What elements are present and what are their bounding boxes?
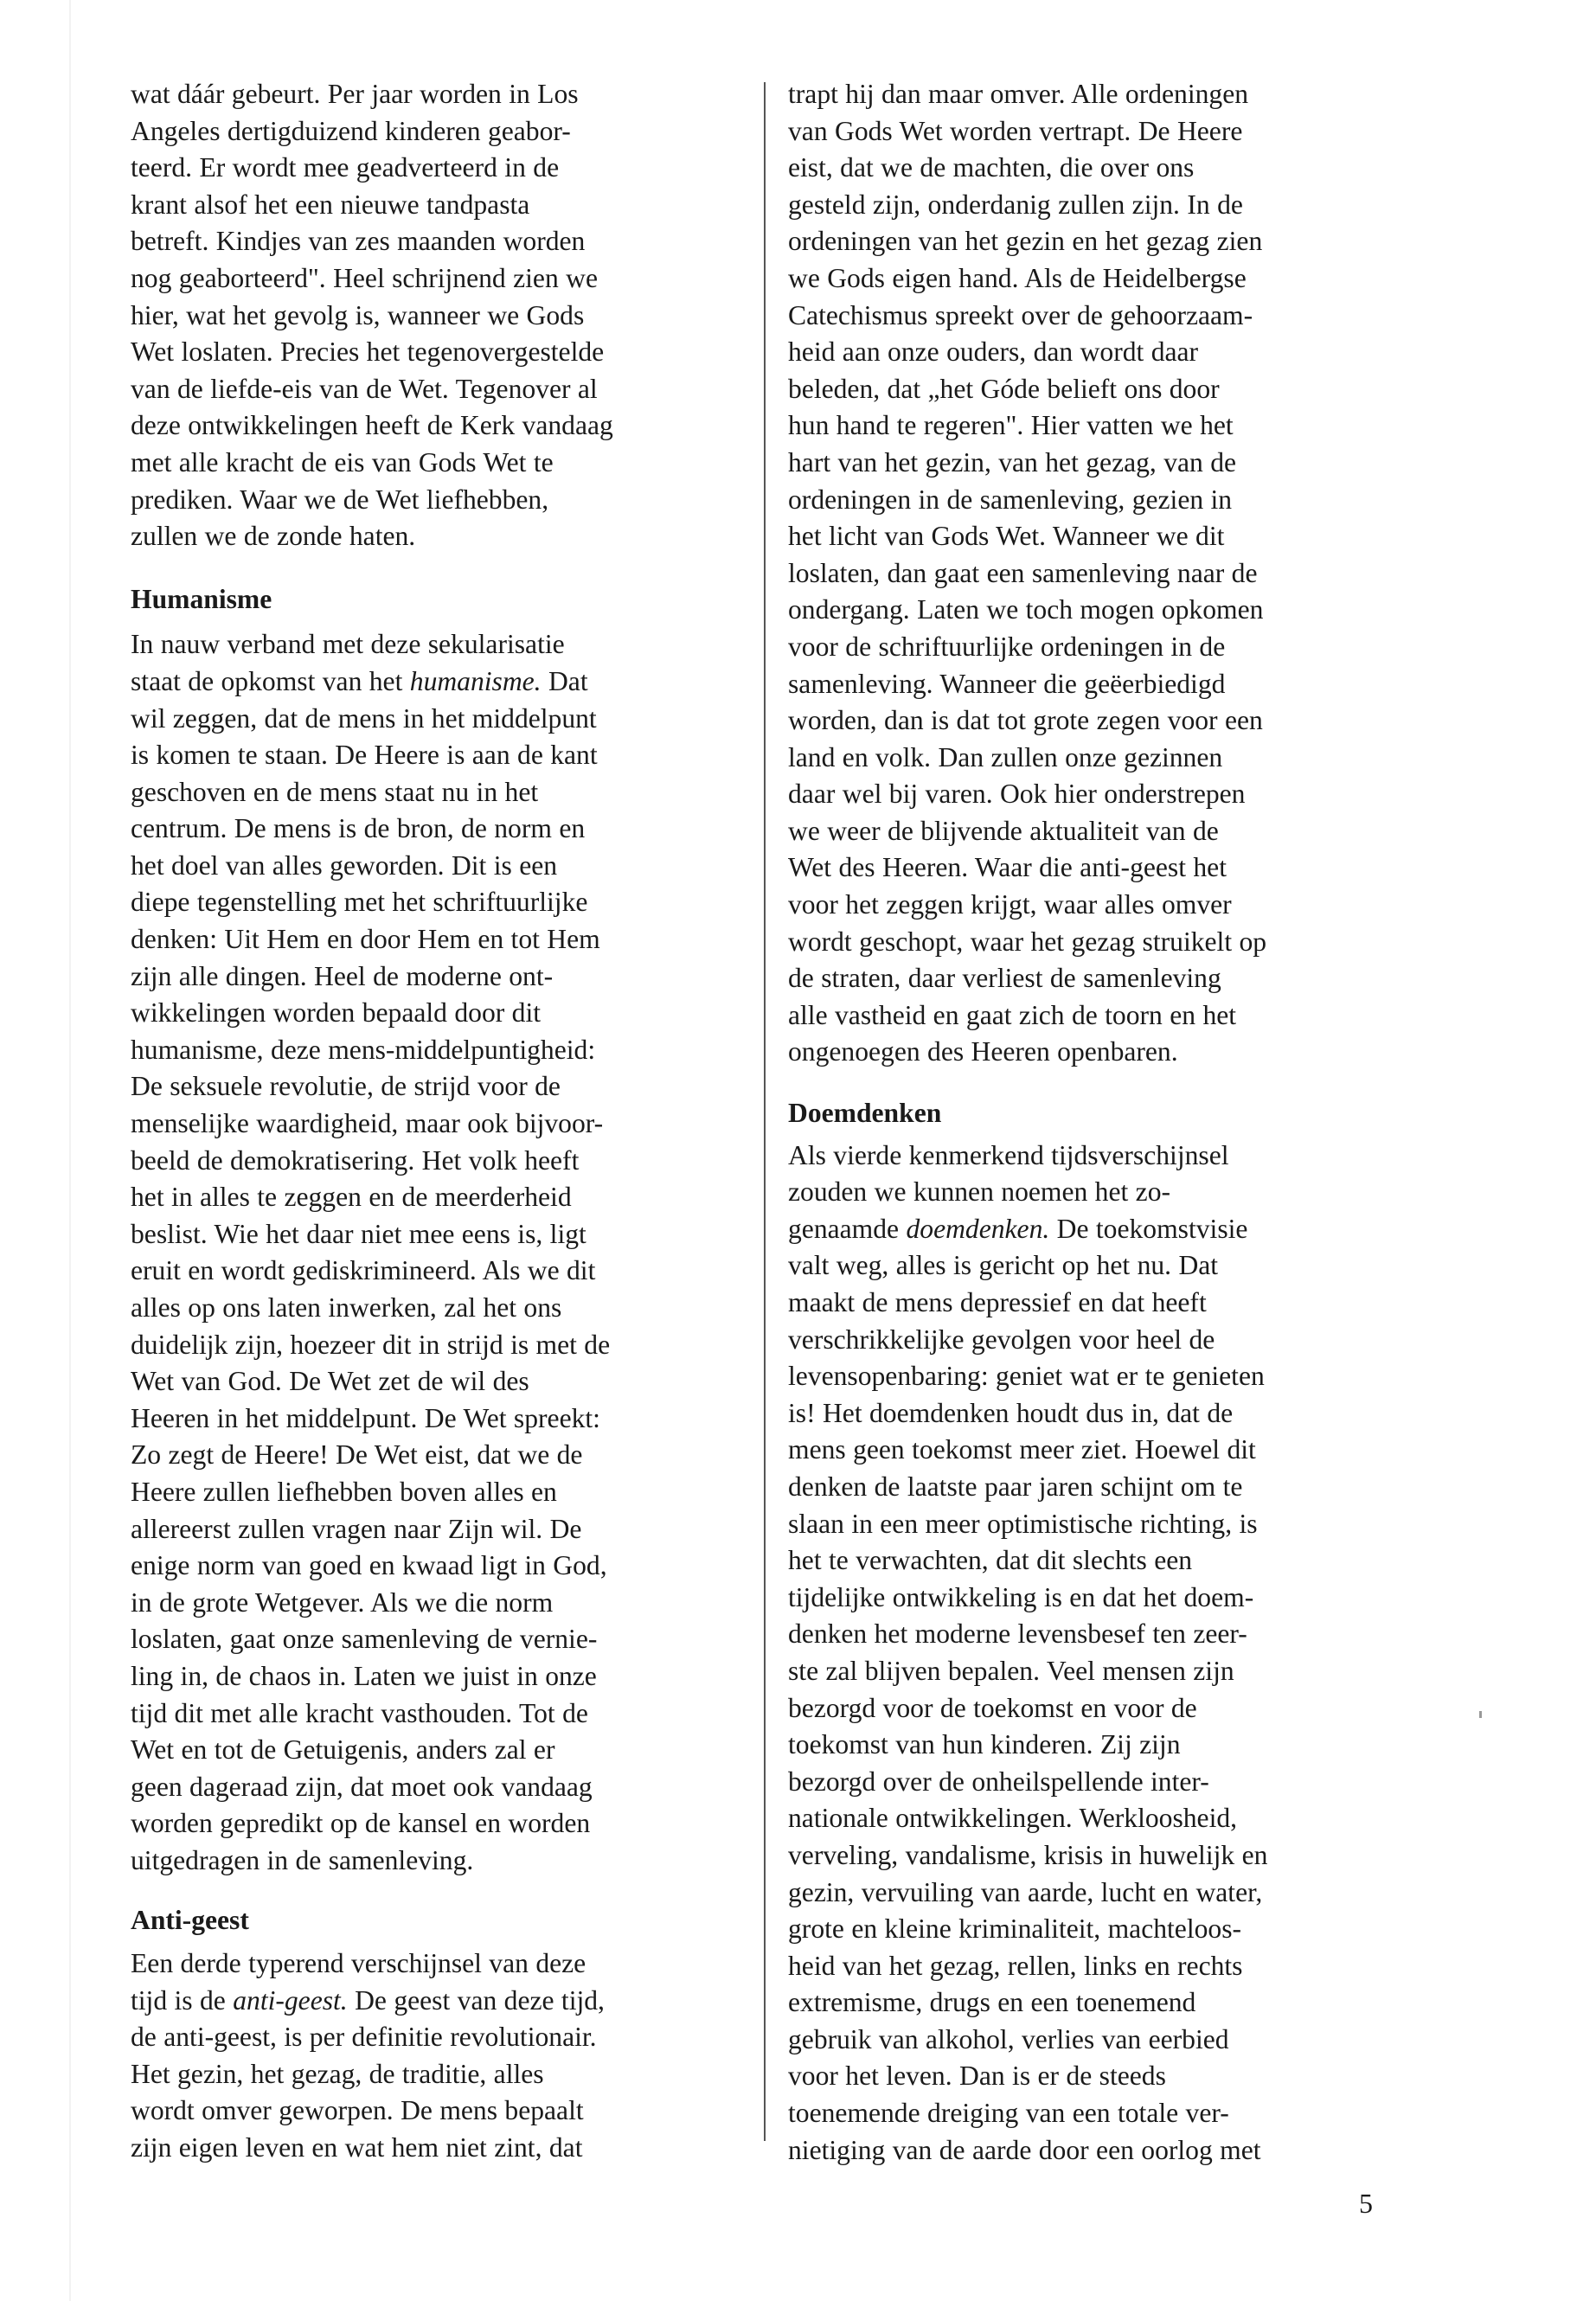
text-line: grote en kleine kriminaliteit, machteloos-: [788, 1913, 1242, 1945]
text-line: hun hand te regeren". Hier vatten we het: [788, 410, 1234, 441]
text-line: maakt de mens depressief en dat heeft: [788, 1287, 1207, 1317]
text-line: De seksuele revolutie, de strijd voor de: [131, 1071, 561, 1102]
text-line: wordt omver geworpen. De mens bepaalt: [131, 2095, 584, 2126]
text-line: het te verwachten, dat dit slechts een: [788, 1545, 1193, 1576]
text-line: heid aan onze ouders, dan wordt daar: [788, 336, 1199, 368]
text-line: van Gods Wet worden vertrapt. De Heere: [788, 115, 1243, 146]
text-line: duidelijk zijn, hoezeer dit in strijd is met de: [131, 1329, 611, 1360]
text-line: eist, dat we de machten, die over ons: [788, 152, 1195, 183]
text-line: [131, 1983, 745, 2020]
text-line: [131, 663, 745, 701]
scan-speck: [1479, 1711, 1482, 1718]
text-line: [788, 1211, 1411, 1248]
text-line: Wet loslaten. Precies het tegenovergestelde: [131, 336, 605, 368]
text-line: Catechismus spreekt over de gehoorzaam-: [788, 299, 1253, 330]
text-line: slaan in een meer optimistische richting, is: [788, 1508, 1258, 1539]
text-line: verveling, vandalisme, krisis in huwelijk en: [788, 1839, 1268, 1870]
text-line: loslaten, gaat onze samenleving de vernie-: [131, 1624, 598, 1655]
text-line: wat dáár gebeurt. Per jaar worden in Los: [131, 79, 579, 109]
text-line: ondergang. Laten we toch mogen opkomen: [788, 594, 1264, 625]
text-line: loslaten, dan gaat een samenleving naar de: [788, 557, 1258, 588]
text-line: voor het zeggen krijgt, waar alles omver: [788, 889, 1232, 920]
text-line: voor de schriftuurlijke ordeningen in de: [788, 631, 1226, 662]
text-line: beslist. Wie het daar niet mee eens is, ligt: [131, 1218, 586, 1249]
italic-term: anti-geest.: [233, 1984, 348, 2016]
text-line: krant alsof het een nieuwe tandpasta: [131, 189, 530, 220]
text-line: Wet van God. De Wet zet de wil des: [131, 1366, 529, 1397]
text-line: worden gepredikt op de kansel en worden: [131, 1808, 591, 1839]
left-paragraph-1: [131, 76, 745, 555]
text-line: bezorgd voor de toekomst en voor de: [788, 1692, 1197, 1723]
text-line: Een derde typerend verschijnsel van deze: [131, 1948, 586, 1979]
text-line: denken: Uit Hem en door Hem en tot Hem: [131, 924, 600, 955]
text-line: beleden, dat „het Góde belieft ons door: [788, 373, 1220, 404]
text-line: we weer de blijvende aktualiteit van de: [788, 815, 1219, 846]
text-line: eruit en wordt gediskrimineerd. Als we dit: [131, 1255, 596, 1286]
text-line: Wet en tot de Getuigenis, anders zal er: [131, 1734, 555, 1766]
text-line: zullen we de zonde haten.: [131, 521, 416, 552]
text-line: betreft. Kindjes van zes maanden worden: [131, 226, 586, 257]
text-line: toenemende dreiging van een totale ver-: [788, 2098, 1229, 2129]
text-line: denken de laatste paar jaren schijnt om te: [788, 1471, 1243, 1502]
text-line: enige norm van goed en kwaad ligt in God,: [131, 1550, 607, 1581]
text-line: land en volk. Dan zullen onze gezinnen: [788, 741, 1223, 772]
text-line: zijn eigen leven en wat hem niet zint, dat: [131, 2132, 583, 2163]
left-paragraph-2: [131, 626, 745, 1879]
text-line: voor het leven. Dan is er de steeds: [788, 2061, 1166, 2092]
text-line: het licht van Gods Wet. Wanneer we dit: [788, 521, 1225, 552]
text-line: de straten, daar verliest de samenleving: [788, 963, 1221, 994]
text-line: van de liefde-eis van de Wet. Tegenover al: [131, 373, 598, 404]
text-fragment: tijd is de: [131, 1984, 234, 2016]
text-line: ordeningen van het gezin en het gezag zien: [788, 226, 1263, 257]
right-paragraph-1: [788, 76, 1411, 1071]
text-line: Zo zegt de Heere! De Wet eist, dat we de: [131, 1439, 583, 1471]
text-line: Wet des Heeren. Waar die anti-geest het: [788, 852, 1227, 883]
italic-term: humanisme.: [409, 665, 542, 696]
text-line: mens geen toekomst meer ziet. Hoewel dit: [788, 1434, 1256, 1465]
text-fragment: De toekomstvisie: [1049, 1213, 1248, 1244]
text-line: in de grote Wetgever. Als we die norm: [131, 1586, 554, 1618]
text-line: is komen te staan. De Heere is aan de kant: [131, 740, 598, 771]
text-line: het in alles te zeggen en de meerderheid: [131, 1182, 572, 1213]
text-line: In nauw verband met deze sekularisatie: [131, 629, 565, 660]
text-line: ordeningen in de samenleving, gezien in: [788, 484, 1233, 515]
text-line: samenleving. Wanneer die geëerbiedigd: [788, 668, 1226, 699]
right-paragraph-2: [788, 1138, 1411, 2170]
text-line: alle vastheid en gaat zich de toorn en het: [788, 999, 1237, 1030]
text-line: worden, dan is dat tot grote zegen voor een: [788, 705, 1263, 736]
text-line: trapt hij dan maar omver. Alle ordeningen: [788, 79, 1249, 109]
text-line: alles op ons laten inwerken, zal het ons: [131, 1292, 562, 1323]
text-line: nog geaborteerd". Heel schrijnend zien we: [131, 262, 598, 293]
text-line: daar wel bij varen. Ook hier onderstrepen: [788, 779, 1246, 810]
text-line: prediken. Waar we de Wet liefhebben,: [131, 484, 549, 515]
text-line: deze ontwikkelingen heeft de Kerk vandaag: [131, 410, 613, 441]
heading-doemdenken: Doemdenken: [788, 1098, 942, 1129]
text-line: geschoven en de mens staat nu in het: [131, 776, 539, 807]
paragraph-continuation: [131, 2019, 745, 2166]
text-line: zouden we kunnen noemen het zo-: [788, 1176, 1171, 1208]
text-fragment: genaamde: [788, 1213, 907, 1244]
text-line: tijd dit met alle kracht vasthouden. Tot de: [131, 1697, 588, 1728]
text-line: centrum. De mens is de bron, de norm en: [131, 813, 586, 844]
text-line: nationale ontwikkelingen. Werkloosheid,: [788, 1803, 1238, 1834]
text-line: Als vierde kenmerkend tijdsverschijnsel: [788, 1139, 1229, 1170]
text-fragment: staat de opkomst van het: [131, 665, 410, 696]
text-fragment: Dat: [541, 665, 588, 696]
text-line: levensopenbaring: geniet wat er te genieten: [788, 1361, 1265, 1392]
text-line: wordt geschopt, waar het gezag struikelt op: [788, 926, 1267, 957]
text-line: ongenoegen des Heeren openbaren.: [788, 1036, 1178, 1067]
text-line: Heeren in het middelpunt. De Wet spreekt:: [131, 1402, 600, 1433]
text-line: gebruik van alkohol, verlies van eerbied: [788, 2023, 1229, 2054]
column-divider: [764, 82, 766, 2141]
text-line: ling in, de chaos in. Laten we juist in onze: [131, 1660, 597, 1691]
text-line: uitgedragen in de samenleving.: [131, 1844, 474, 1875]
text-line: ste zal blijven bepalen. Veel mensen zijn: [788, 1655, 1234, 1686]
text-line: toekomst van hun kinderen. Zij zijn: [788, 1729, 1181, 1760]
text-line: valt weg, alles is gericht op het nu. Dat: [788, 1250, 1219, 1281]
text-fragment: De geest van deze tijd,: [347, 1984, 605, 2016]
text-line: hart van het gezin, van het gezag, van de: [788, 446, 1237, 478]
text-line: met alle kracht de eis van Gods Wet te: [131, 446, 554, 478]
page-number: 5: [1359, 2188, 1373, 2219]
text-line: allereerst zullen vragen naar Zijn wil. De: [131, 1513, 582, 1544]
text-line: gezin, vervuiling van aarde, lucht en water,: [788, 1876, 1263, 1907]
text-line: humanisme, deze mens-middelpuntigheid:: [131, 1034, 596, 1065]
text-line: heid van het gezag, rellen, links en rechts: [788, 1950, 1243, 1981]
paragraph-start: [788, 1138, 1411, 1211]
text-line: diepe tegenstelling met het schriftuurlijke: [131, 887, 588, 918]
text-line: beeld de demokratisering. Het volk heeft: [131, 1144, 580, 1176]
text-line: nietiging van de aarde door een oorlog met: [788, 2134, 1261, 2165]
left-column: [131, 76, 745, 2167]
text-line: zijn alle dingen. Heel de moderne ont-: [131, 960, 554, 991]
paragraph-continuation: [131, 701, 745, 1880]
text-line: denken het moderne levensbesef ten zeer-: [788, 1618, 1247, 1650]
text-line: het doel van alles geworden. Dit is een: [131, 849, 558, 881]
text-line: gesteld zijn, onderdanig zullen zijn. In de: [788, 189, 1243, 220]
text-line: teerd. Er wordt mee geadverteerd in de: [131, 152, 560, 183]
text-line: wil zeggen, dat de mens in het middelpunt: [131, 702, 597, 734]
text-line: geen dageraad zijn, dat moet ook vandaag: [131, 1771, 593, 1802]
text-line: is! Het doemdenken houdt dus in, dat de: [788, 1397, 1234, 1428]
right-column: [788, 76, 1411, 2169]
text-line: extremisme, drugs en een toenemend: [788, 1987, 1196, 2018]
text-line: bezorgd over de onheilspellende inter-: [788, 1766, 1209, 1797]
text-line: de anti-geest, is per definitie revolutionair.: [131, 2022, 597, 2053]
text-line: wikkelingen worden bepaald door dit: [131, 997, 542, 1029]
scan-edge: [69, 0, 71, 2301]
text-line: tijdelijke ontwikkeling is en dat het doem-: [788, 1581, 1254, 1612]
paragraph-continuation: [788, 1247, 1411, 2169]
heading-anti-geest: Anti-geest: [131, 1904, 249, 1935]
text-line: verschrikkelijke gevolgen voor heel de: [788, 1324, 1215, 1355]
text-line: hier, wat het gevolg is, wanneer we Gods: [131, 299, 585, 330]
heading-humanisme: Humanisme: [131, 583, 272, 614]
text-line: Angeles dertigduizend kinderen geabor-: [131, 115, 571, 146]
text-line: we Gods eigen hand. Als de Heidelbergse: [788, 262, 1247, 293]
text-line: menselijke waardigheid, maar ook bijvoor-: [131, 1108, 604, 1139]
text-line: Het gezin, het gezag, de traditie, alles: [131, 2058, 544, 2089]
text-line: Heere zullen liefhebben boven alles en: [131, 1476, 557, 1507]
italic-term: doemdenken.: [906, 1213, 1050, 1244]
left-paragraph-3: [131, 1945, 745, 2167]
